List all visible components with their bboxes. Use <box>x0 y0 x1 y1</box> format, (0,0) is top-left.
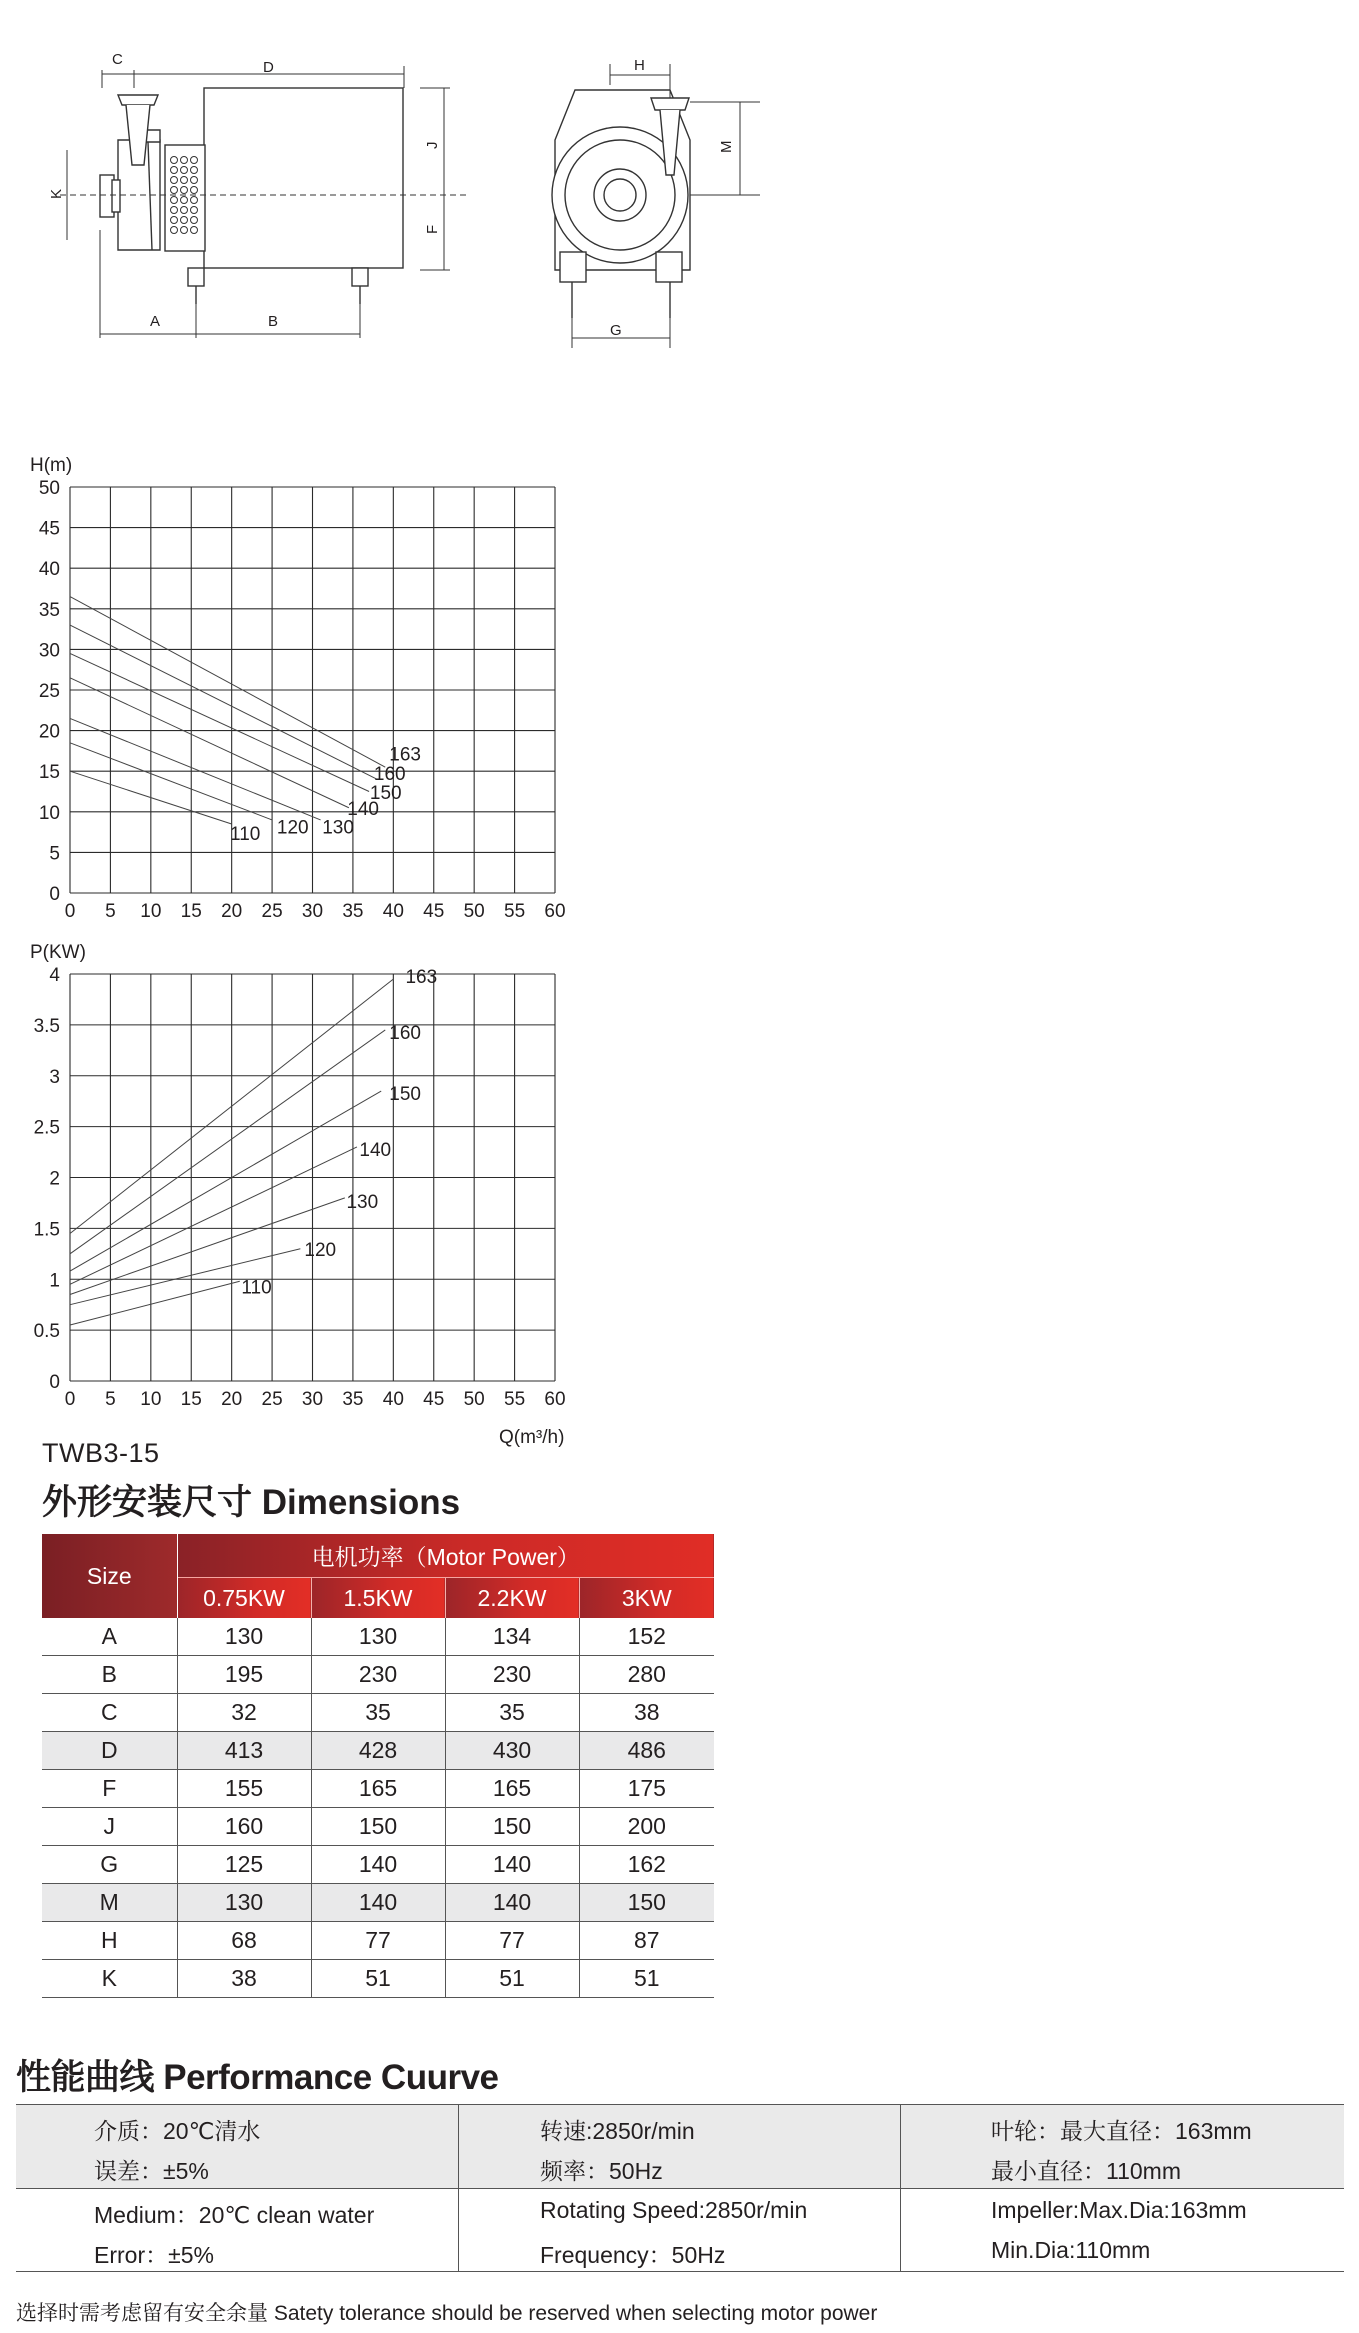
y-tick-label: 45 <box>38 518 60 540</box>
y-tick-label: 35 <box>38 599 60 621</box>
curve-label-140: 140 <box>359 1140 392 1162</box>
dim-label-a: A <box>150 313 161 330</box>
x-tick-label: 0 <box>64 1389 76 1410</box>
value-cell: 77 <box>311 1922 445 1960</box>
frequency-en: Frequency：50Hz <box>540 2242 726 2268</box>
dim-label-j: J <box>424 141 441 149</box>
size-cell: G <box>42 1846 177 1884</box>
performance-cell <box>16 2105 459 2188</box>
value-cell: 140 <box>445 1846 579 1884</box>
chart-gridlines <box>70 974 555 1381</box>
value-cell: 134 <box>445 1618 579 1656</box>
value-cell: 38 <box>177 1960 311 1998</box>
dim-label-c: C <box>112 51 123 68</box>
value-cell: 280 <box>579 1656 714 1694</box>
error-en: Error：±5% <box>94 2242 214 2268</box>
x-tick-label: 30 <box>301 901 324 922</box>
x-tick-label: 35 <box>342 1389 364 1410</box>
dim-label-k: K <box>48 188 65 199</box>
y-tick-label: 25 <box>38 681 60 702</box>
value-cell: 430 <box>445 1732 579 1770</box>
size-header: Size <box>42 1534 177 1618</box>
y-tick-label: 30 <box>38 640 60 662</box>
power-column-header: 0.75KW <box>177 1578 311 1619</box>
value-cell: 150 <box>311 1808 445 1846</box>
curve-160 <box>70 1030 385 1254</box>
performance-cell <box>901 2105 1344 2188</box>
size-cell: J <box>42 1808 177 1846</box>
x-axis-label: Q(m³/h) <box>499 1427 565 1448</box>
curve-label-120: 120 <box>304 1239 337 1261</box>
impeller-min-en: Min.Dia:110mm <box>991 2237 1151 2263</box>
chart-gridlines <box>70 487 555 893</box>
power-column-header: 1.5KW <box>311 1578 445 1619</box>
dim-label-b: B <box>268 313 279 330</box>
y-tick-label: 15 <box>38 762 60 784</box>
performance-row-en <box>16 2188 1344 2272</box>
size-cell: D <box>42 1732 177 1770</box>
value-cell: 175 <box>579 1770 714 1808</box>
x-tick-label: 0 <box>64 901 76 922</box>
head-curve-chart <box>0 440 620 940</box>
value-cell: 230 <box>311 1656 445 1694</box>
table-row <box>42 1808 714 1846</box>
x-tick-label: 15 <box>180 1389 202 1410</box>
size-cell: F <box>42 1770 177 1808</box>
x-tick-label: 45 <box>423 901 445 922</box>
y-tick-label: 3 <box>49 1066 60 1088</box>
y-tick-label: 0 <box>49 884 60 905</box>
curve-label-130: 130 <box>322 817 354 839</box>
curve-label-150: 150 <box>369 782 402 804</box>
x-tick-label: 25 <box>261 1389 283 1410</box>
performance-cell <box>901 2189 1344 2272</box>
table-row <box>42 1884 714 1922</box>
value-cell: 38 <box>579 1694 714 1732</box>
y-axis-label: P(KW) <box>30 942 86 963</box>
performance-title: 性能曲线 Performance Cuurve <box>16 2058 499 2097</box>
curve-label-163: 163 <box>389 744 421 766</box>
x-tick-label: 10 <box>140 1389 162 1410</box>
curve-140 <box>70 678 349 808</box>
curve-label-163: 163 <box>405 967 438 989</box>
y-tick-label: 2 <box>49 1168 60 1190</box>
value-cell: 35 <box>445 1694 579 1732</box>
curve-label-160: 160 <box>389 1023 421 1045</box>
outlet-port <box>118 95 158 105</box>
value-cell: 87 <box>579 1922 714 1960</box>
power-column-header: 2.2KW <box>445 1578 579 1619</box>
curve-label-140: 140 <box>347 799 379 821</box>
x-tick-label: 55 <box>504 901 526 922</box>
size-cell: C <box>42 1694 177 1732</box>
value-cell: 51 <box>311 1960 445 1998</box>
value-cell: 160 <box>177 1808 311 1846</box>
value-cell: 162 <box>579 1846 714 1884</box>
value-cell: 130 <box>311 1618 445 1656</box>
table-row <box>42 1732 714 1770</box>
value-cell: 150 <box>445 1808 579 1846</box>
dim-label-h: H <box>634 57 645 74</box>
motor-body <box>204 88 403 268</box>
dim-label-g: G <box>610 322 622 339</box>
value-cell: 165 <box>445 1770 579 1808</box>
curve-140 <box>70 1147 357 1284</box>
impeller-max-cn: 叶轮：最大直径：163mm <box>991 2118 1252 2144</box>
power-column-header: 3KW <box>579 1578 714 1619</box>
value-cell: 152 <box>579 1618 714 1656</box>
value-cell: 150 <box>579 1884 714 1922</box>
error-cn: 误差：±5% <box>94 2158 209 2184</box>
size-cell: A <box>42 1618 177 1656</box>
table-row <box>42 1618 714 1656</box>
value-cell: 195 <box>177 1656 311 1694</box>
table-row <box>42 1922 714 1960</box>
table-row <box>42 1656 714 1694</box>
x-tick-label: 60 <box>544 1389 566 1410</box>
y-axis-label: H(m) <box>30 455 73 476</box>
x-tick-label: 45 <box>423 1389 445 1410</box>
pump-dimension-drawing <box>0 0 780 360</box>
curve-label-120: 120 <box>276 817 309 839</box>
y-tick-label: 10 <box>38 802 60 824</box>
curve-label-110: 110 <box>241 1277 272 1299</box>
x-tick-label: 30 <box>301 1389 324 1410</box>
performance-cell <box>459 2189 901 2272</box>
impeller-max-en: Impeller:Max.Dia:163mm <box>991 2197 1247 2223</box>
value-cell: 428 <box>311 1732 445 1770</box>
curve-label-130: 130 <box>346 1192 379 1214</box>
value-cell: 35 <box>311 1694 445 1732</box>
x-tick-label: 40 <box>382 901 404 922</box>
table-row <box>42 1770 714 1808</box>
value-cell: 230 <box>445 1656 579 1694</box>
table-row <box>42 1694 714 1732</box>
value-cell: 200 <box>579 1808 714 1846</box>
y-tick-label: 1 <box>49 1270 60 1292</box>
x-tick-label: 40 <box>382 1389 404 1410</box>
value-cell: 68 <box>177 1922 311 1960</box>
size-cell: H <box>42 1922 177 1960</box>
performance-cell <box>459 2105 901 2188</box>
x-tick-label: 60 <box>544 901 566 922</box>
value-cell: 486 <box>579 1732 714 1770</box>
frequency-cn: 频率：50Hz <box>540 2158 663 2184</box>
medium-en: Medium：20℃ clean water <box>94 2202 375 2228</box>
y-tick-label: 50 <box>38 478 60 499</box>
x-tick-label: 20 <box>221 901 243 922</box>
x-tick-label: 5 <box>105 901 116 922</box>
model-number: TWB3-15 <box>42 1438 160 1468</box>
curve-163 <box>70 597 385 768</box>
y-tick-label: 0.5 <box>33 1321 60 1343</box>
x-tick-label: 15 <box>180 901 202 922</box>
value-cell: 32 <box>177 1694 311 1732</box>
y-tick-label: 4 <box>49 965 60 986</box>
size-cell: B <box>42 1656 177 1694</box>
y-tick-label: 2.5 <box>33 1117 60 1139</box>
speed-en: Rotating Speed:2850r/min <box>540 2197 808 2223</box>
y-tick-label: 40 <box>38 559 60 581</box>
dim-label-d: D <box>263 59 274 76</box>
speed-cn: 转速:2850r/min <box>540 2118 695 2144</box>
motor-power-header: 电机功率（Motor Power） <box>177 1534 714 1578</box>
x-tick-label: 25 <box>261 901 283 922</box>
table-row <box>42 1846 714 1884</box>
value-cell: 51 <box>579 1960 714 1998</box>
impeller-min-cn: 最小直径：110mm <box>991 2158 1181 2184</box>
dimensions-table <box>42 1534 714 1998</box>
curve-130 <box>70 718 321 820</box>
x-tick-label: 50 <box>463 1389 485 1410</box>
curve-label-150: 150 <box>389 1084 421 1106</box>
value-cell: 165 <box>311 1770 445 1808</box>
dim-label-m: M <box>718 140 735 153</box>
curve-110 <box>70 1281 240 1325</box>
y-tick-label: 20 <box>38 721 60 743</box>
medium-cn: 介质：20℃清水 <box>94 2118 261 2144</box>
value-cell: 130 <box>177 1884 311 1922</box>
y-tick-label: 5 <box>49 843 60 865</box>
value-cell: 413 <box>177 1732 311 1770</box>
curve-160 <box>70 625 377 779</box>
size-cell: K <box>42 1960 177 1998</box>
value-cell: 155 <box>177 1770 311 1808</box>
table-row <box>42 1960 714 1998</box>
x-tick-label: 50 <box>463 901 485 922</box>
value-cell: 77 <box>445 1922 579 1960</box>
x-tick-label: 5 <box>105 1389 116 1410</box>
value-cell: 130 <box>177 1618 311 1656</box>
power-curve-chart <box>0 932 620 1448</box>
dimensions-title: 外形安装尺寸 Dimensions <box>42 1483 461 1522</box>
dim-label-f: F <box>424 224 441 234</box>
x-tick-label: 35 <box>342 901 364 922</box>
safety-note: 选择时需考虑留有安全余量 Satety tolerance should be reserved when selecting motor power <box>16 2302 878 2325</box>
curve-label-160: 160 <box>373 764 406 786</box>
performance-table <box>16 2104 1344 2272</box>
value-cell: 140 <box>445 1884 579 1922</box>
value-cell: 140 <box>311 1846 445 1884</box>
curve-label-110: 110 <box>230 824 261 846</box>
value-cell: 125 <box>177 1846 311 1884</box>
x-tick-label: 20 <box>221 1389 243 1410</box>
performance-cell <box>16 2189 459 2272</box>
value-cell: 140 <box>311 1884 445 1922</box>
x-tick-label: 55 <box>504 1389 526 1410</box>
y-tick-label: 3.5 <box>33 1015 60 1037</box>
y-tick-label: 1.5 <box>33 1219 60 1241</box>
performance-row-cn <box>16 2105 1344 2188</box>
y-tick-label: 0 <box>49 1372 60 1393</box>
size-cell: M <box>42 1884 177 1922</box>
value-cell: 51 <box>445 1960 579 1998</box>
x-tick-label: 10 <box>140 901 162 922</box>
